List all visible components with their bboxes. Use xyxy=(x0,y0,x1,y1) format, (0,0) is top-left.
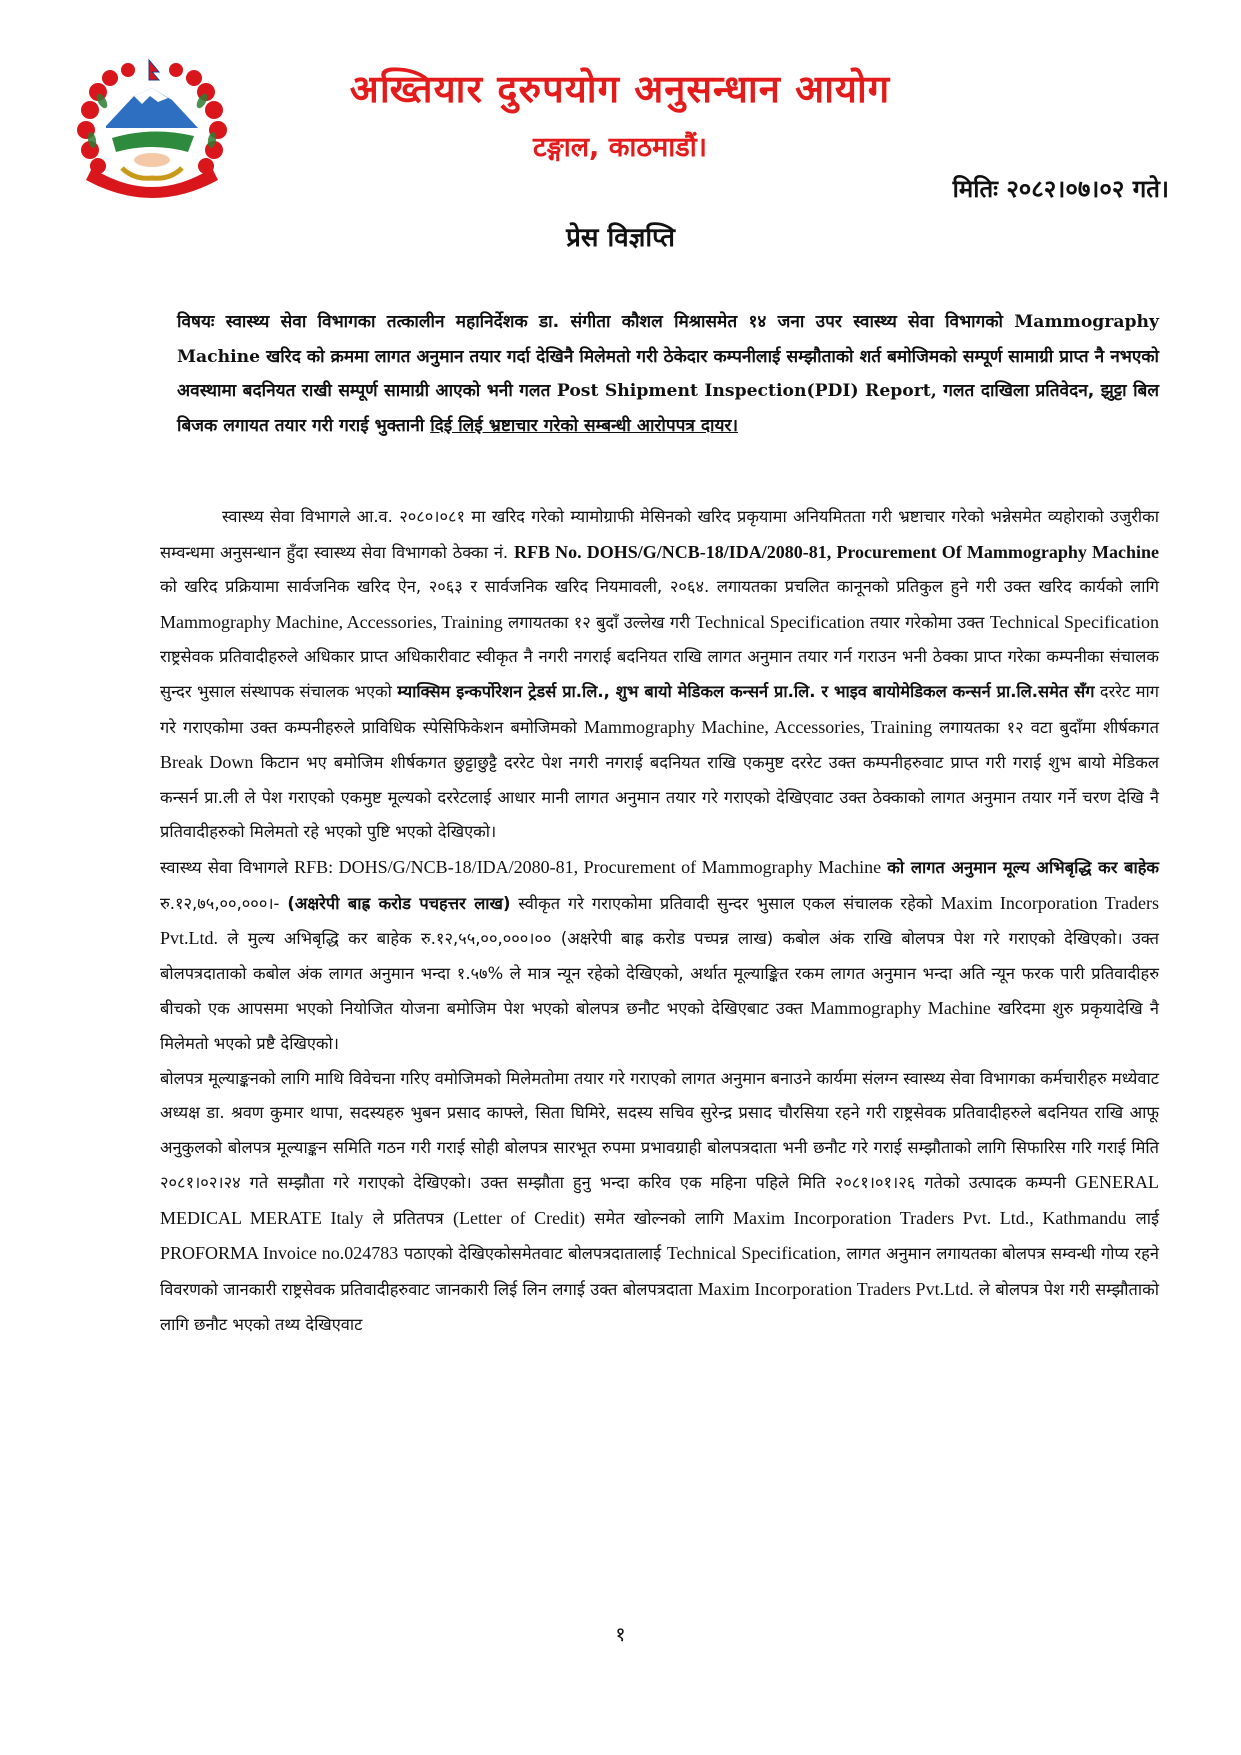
document-body xyxy=(160,500,1159,1342)
organization-address: टङ्गाल, काठमाडौं। xyxy=(533,132,707,163)
subject-text: Post Shipment Inspection(PDI) Report, xyxy=(556,381,937,401)
rfb-reference: RFB: DOHS/G/NCB-18/IDA/2080-81, Procurement of Mammography Machine xyxy=(294,856,882,877)
paragraph-text: लगायतका १२ वटा बुदाँमा शीर्षकगत xyxy=(939,717,1159,737)
manufacturer-name: GENERAL MEDICAL MERATE Italy xyxy=(160,1172,1159,1228)
company-name-en: Maxim Incorporation Traders Pvt. Ltd., Kathmandu xyxy=(733,1207,1127,1228)
paragraph-text: स्वास्थ्य सेवा विभागले आ.व. २०८०।०८१ मा खरिद गरेको म्यामोग्राफी मेसिनको खरिद प्रकृयामा अनियमितता गरी भ्रष्टाचार गरेको भन्नेसमेत व्यहोराको उजुरीका सम्वन्धमा अनुसन्धान हुँदा स्वास्थ्य सेवा विभागको ठेक्का नं. xyxy=(160,507,1159,562)
subject-text: Mammography Machine xyxy=(177,312,1159,367)
paragraph-text-en: Technical Specification xyxy=(695,611,865,632)
paragraph-text: लाई xyxy=(1135,1208,1159,1228)
subject-text: विषयः स्वास्थ्य सेवा विभागका तत्कालीन महानिर्देशक डा. संगीता कौशल मिश्रासमेत १४ जना उपर स्वास्थ्य सेवा विभागको xyxy=(177,312,1003,332)
organization-name: अख्तियार दुरुपयोग अनुसन्धान आयोग xyxy=(349,67,891,111)
paragraph-text-en: Technical Specification xyxy=(989,611,1159,632)
paragraph-text: पठाएको देखिएकोसमेतवाट बोलपत्रदातालाई xyxy=(403,1244,662,1264)
company-name-en: Maxim Incorporation Traders Pvt.Ltd. xyxy=(697,1279,974,1300)
paragraph-text: ले मुल्य अभिबृद्धि कर बाहेक रु.१२,५५,००,०००।०० (अक्षरेपी बाह्र करोड पच्पन्न लाख) कबोल अंक राखि बोलपत्र पेश गरे गराएको देखिएको। उक्त बोलपत्रदाताको कबोल अंक लागत अनुमान भन्दा १.५७% ले मात्र न्यून रहेको देखिएको, अर्थात मूल्याङ्कित रकम लागत अनुमान भन्दा अति न्यून फरक पारी प्रतिवादीहरु बीचको एक आपसमा भएको नियोजित योजना बमोजिम पेश भएको बोलपत्र छनौट भएको देखिएबाट उक्त xyxy=(160,929,1159,1019)
paragraph-text-en: Break Down xyxy=(160,752,254,773)
subject-block xyxy=(177,305,1159,443)
subject-text-underlined: दिई लिई भ्रष्टाचार गरेको सम्बन्धी आरोपपत्र दायर। xyxy=(430,415,738,436)
paragraph-text: स्वास्थ्य सेवा विभागले xyxy=(160,857,288,877)
nepal-emblem-logo xyxy=(72,56,232,206)
paragraph-text-en: Mammography Machine, Accessories, Training xyxy=(584,716,933,737)
paragraph-text: तयार गरेकोमा उक्त xyxy=(870,612,985,632)
paragraph-text: किटान भए बमोजिम शीर्षकगत छुट्टाछुट्टै दररेट पेश नगरी नगराई बदनियत राखि एकमुष्ट दररेट उक्त कम्पनीहरुवाट प्राप्त गरी गराई शुभ बायो मेडिकल कन्सर्न प्रा.ली ले पेश गराएको एकमुष्ट मूल्यको दररेटलाई आधार मानी लागत अनुमान तयार गरे गराएको देखिएवाट उक्त ठेक्काको लागत अनुमान तयार गर्ने चरण देखि नै प्रतिवादीहरुको मिलेमतो रहे भएको पुष्टि भएको देखिएको। xyxy=(160,753,1159,842)
paragraph-text-en: Mammography Machine xyxy=(810,998,991,1019)
paragraph-text: खरिदमा शुरु प्रकृयादेखि नै मिलेमतो भएको प्रष्टै देखिएको। xyxy=(160,999,1159,1053)
document-date: मितिः २०८२।०७।०२ गते। xyxy=(952,175,1169,203)
paragraph-2 xyxy=(160,850,1159,1062)
paragraph-1 xyxy=(160,500,1159,850)
paragraph-text-en: (Letter of Credit) xyxy=(453,1207,586,1228)
paragraph-text: समेत खोल्नको लागि xyxy=(594,1208,724,1228)
paragraph-text: लागत अनुमान लगायतका बोलपत्र सम्वन्धी गोप्य रहने विवरणको जानकारी राष्ट्रसेवक प्रतिवादीहरुवाट जानकारी लिई लिन लगाई उक्त बोलपत्रदाता xyxy=(160,1244,1159,1300)
company-names: म्याक्सिम इन्कर्पोरेशन ट्रेडर्स प्रा.लि., शुभ बायो मेडिकल कन्सर्न प्रा.लि. र भाइव बायोमेडिकल कन्सर्न प्रा.लि.समेत सँग xyxy=(397,681,1095,701)
paragraph-text: बोलपत्र मूल्याङ्कनको लागि माथि विवेचना गरिए वमोजिमको मिलेमतोमा तयार गरे गराएको लागत अनुमान बनाउने कार्यमा संलग्न स्वास्थ्य सेवा विभागका कर्मचारीहरु मध्येवाट अध्यक्ष डा. श्रवण कुमार थापा, सदस्यहरु भुबन प्रसाद काफ्ले, सिता घिमिरे, सदस्य सचिव सुरेन्द्र प्रसाद चौरसिया रहने गरी राष्ट्रसेवक प्रतिवादीहरुले बदनियत राखि आफू अनुकुलको बोलपत्र मूल्याङ्कन समिति गठन गरी गराई सोही बोलपत्र सारभूत रुपमा प्रभावग्राही बोलपत्रदाता भनी छनौट गरे गराई सम्झौताको लागि सिफारिस गरि गराई मिति २०८१।०२।२४ गते सम्झौता गरे गराएको देखिएको। उक्त सम्झौता हुनु भन्दा करिव एक महिना पहिले मिति २०८१।०१।२६ गतेको उत्पादक कम्पनी xyxy=(160,1068,1159,1193)
subject-text: गलत दाखिला प्रतिवेदन, झुट्टा बिल बिजक लगायत तयार गरी गराई भुक्तानी xyxy=(177,381,1159,436)
paragraph-text: स्वीकृत गरे गराएकोमा प्रतिवादी सुन्दर भुसाल एकल संचालक रहेको xyxy=(518,893,933,913)
emblem-icon xyxy=(72,56,232,206)
paragraph-text: दररेट माग गरे गराएकोमा उक्त कम्पनीहरुले प्राविधिक स्पेसिफिकेशन बमोजिमको xyxy=(160,681,1159,737)
paragraph-text: ले प्रतितपत्र xyxy=(372,1208,444,1228)
paragraph-text-en: Mammography Machine, Accessories, Training xyxy=(160,611,503,632)
paragraph-text: लगायतका १२ बुदाँ उल्लेख गरी xyxy=(508,612,691,632)
rfb-reference: RFB No. DOHS/G/NCB-18/IDA/2080-81, Procurement Of Mammography Machine xyxy=(514,541,1160,562)
cost-estimate-amount: रु.१२,७५,००,०००।- xyxy=(160,893,280,913)
page-number: १ xyxy=(615,1622,626,1646)
document-title: प्रेस विज्ञप्ति xyxy=(566,223,675,253)
paragraph-3 xyxy=(160,1062,1159,1343)
paragraph-text-en: Technical Specification, xyxy=(666,1243,841,1264)
paragraph-text: ले बोलपत्र पेश गरी सम्झौताको लागि छनौट भएको तथ्य देखिएवाट xyxy=(160,1280,1159,1334)
subject-text: खरिद को क्रममा लागत अनुमान तयार गर्दा देखिनै मिलेमतो गरी ठेकेदार कम्पनीलाई सम्झौताको शर्त बमोजिमको सम्पूर्ण सामाग्री प्राप्त नै नभएको अवस्थामा बदनियत राखी सम्पूर्ण सामाग्री आएको भनी गलत xyxy=(177,346,1160,401)
paragraph-text-bold: को लागत अनुमान मूल्य अभिबृद्धि कर बाहेक xyxy=(887,857,1159,877)
amount-in-words: (अक्षरेपी बाह्र करोड पचहत्तर लाख) xyxy=(287,893,511,913)
paragraph-text: राष्ट्रसेवक प्रतिवादीहरुले अधिकार प्राप्त अधिकारीवाट स्वीकृत नै नगरी नगराई बदनियत राखि लागत अनुमान तयार गर्न गराउन भनी ठेक्का प्राप्त गरेका कम्पनीका संचालक सुन्दर भुसाल संस्थापक संचालक भएको xyxy=(160,647,1159,701)
company-name-en: Maxim Incorporation Traders Pvt.Ltd. xyxy=(160,892,1160,949)
invoice-reference: PROFORMA Invoice no.024783 xyxy=(160,1243,399,1264)
paragraph-text: को खरिद प्रक्रियामा सार्वजनिक खरिद ऐन, २०६३ र सार्वजनिक खरिद नियमावली, २०६४. लगायतका प्रचलित कानूनको प्रतिकुल हुने गरी उक्त खरिद कार्यको लागि xyxy=(160,577,1159,597)
